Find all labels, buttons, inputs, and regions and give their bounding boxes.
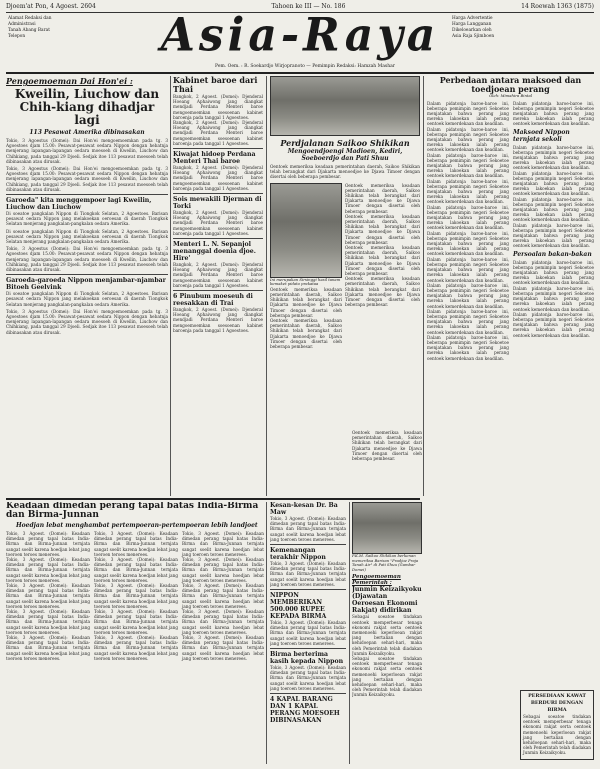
article-heading: Perdjalanan Saikoo Shikikan — [280, 138, 410, 148]
article-text: Dalam pidatonja baroe-baroe ini, beberapa pemimpin negeri Sekoetoe menjatakan bahwa perang jang mereka lakoekan ialah perang oentoek kemerdekaan dan keadilan. — [513, 144, 594, 171]
article-text: Oentoek memeriksa keadaan pemerintahan daerah, Saikoo Shikikan telah berangkat dari Djakarta menoedjoe ke Djawa Timoer dengan disertai oleh beberapa pembesar. — [270, 164, 420, 180]
article-text: Tokio, 3 Agoestus (Domei): Dai Hon'ei mengoemoemkan pada tg. 3 Agoestoes djam 15.00: Pesawat-pesawat oedara Nippon dengan hebatnja menjerang lapangan-lapangan oedara moesoeh di Kweilin, Liuchow dan Chihkiang, pada tanggal 29 Djoeli. Sedjak itoe 113 pesawat moesoeh telah dibinasakan atau dirusak. — [6, 138, 168, 164]
bottom-right-column — [352, 502, 422, 764]
article-text: Tokio, 3 Agoest. (Domei): Keadaan dimedan perang tapal batas India-Birma dan Birma-Junnan ternjata sangat soelit karena hoedjan lebat jang toeroen teroes menerees. — [182, 583, 264, 609]
article-text: Dalam pidatonja baroe-baroe ini, beberapa pemimpin negeri Sekoetoe menjatakan bahwa perang jang mereka lakoekan ialah perang oentoek kemerdekaan dan keadilan. — [427, 256, 509, 283]
article-text: Dalam pidatonja baroe-baroe ini, beberapa pemimpin negeri Sekoetoe menjatakan bahwa perang jang mereka lakoekan ialah perang oentoek kemerdekaan dan keadilan. — [513, 222, 594, 249]
article-text: Oentoek memeriksa keadaan pemerintahan daerah, Saikoo Shikikan telah berangkat dari Djakarta menoedjoe ke Djawa Timoer dengan disertai oleh beberapa pembesar. — [345, 182, 420, 214]
article-text: Dalam pidatonja baroe-baroe ini, beberapa pemimpin negeri Sekoetoe menjatakan bahwa perang jang mereka lakoekan ialah perang oentoek kemerdekaan dan keadilan. — [513, 285, 594, 312]
article-text: Tokio, 3 Agoestus (Domei): Dai Hon'ei mengoemoemkan pada tg. 3 Agoestoes djam 15.00: Pesawat-pesawat oedara Nippon dengan hebatnja menjerang lapangan-lapangan oedara moesoeh di Kweilin, Liuchow dan Chihkiang, pada tanggal 29 Djoeli. Sedjak itoe 113 pesawat moesoeh telah dibinasakan atau dirusak. — [6, 308, 168, 335]
article-heading: Sois mewakili Djerman di Torki — [173, 196, 262, 211]
article-heading: Persoalan bakan-bakan — [513, 250, 592, 258]
article-text: Tokio, 3 Agoest. (Domei): Keadaan dimedan perang tapal batas India-Birma dan Birma-Junnan ternjata sangat soelit karena hoedjan lebat jang toeroen teroes menerees. — [182, 531, 264, 557]
wire-box — [520, 690, 594, 760]
article-text: Tokio, 3 Agoest. (Domei): Keadaan dimedan perang tapal batas India-Birma dan Birma-Junnan ternjata sangat soelit karena hoedjan lebat jang toeroen teroes menerees. — [270, 665, 346, 691]
article-text: Dalam pidatonja baroe-baroe ini, beberapa pemimpin negeri Sekoetoe menjatakan bahwa perang jang mereka lakoekan ialah perang oentoek kemerdekaan dan keadilan. — [513, 311, 594, 338]
article-text: Oentoek memeriksa keadaan pemerintahan daerah, Saikoo Shikikan telah berangkat dari Djakarta menoedjoe ke Djawa Timoer dengan disertai oleh beberapa pembesar. — [345, 213, 420, 245]
photo-caption: P.K.M. Saikoo Shikikan berkenan memeriksa Barisan "Pradjoe Praja Tanah Air" di Pati Shuu (Gambar Domei) — [352, 553, 419, 572]
box-heading: PERSEDIAAN KAWAT BERDURI DENGAN BIRMA — [528, 693, 586, 713]
article-heading: Kiwajat hidoep Perdana Menteri Thai baroe — [173, 151, 256, 166]
article-text: Sebagai soeatoe tindakan oentoek memperbesar tenaga ekonomi rakjat serta oentoek memenoehi keperloean rakjat jang bertalian dengan kehidoepan sehari-hari, maka oleh Pemerintah telah diadakan Junmin Keizaikyoku. — [523, 714, 591, 756]
article-text: Tokio, 3 Agoestus (Domei): Dai Hon'ei mengoemoemkan pada tg. 3 Agoestoes djam 15.00: Pesawat-pesawat oedara Nippon dengan hebatnja menjerang lapangan-lapangan oedara moesoeh di Kweilin, Liuchow dan Chihkiang, pada tanggal 29 Djoeli. Sedjak itoe 113 pesawat moesoeh telah dibinasakan atau dirusak. — [6, 246, 168, 273]
divider — [270, 648, 346, 649]
article-text: Tokio, 3 Agoest. (Domei): Keadaan dimedan perang tapal batas India-Birma dan Birma-Junnan ternjata sangat soelit karena hoedjan lebat jang toeroen teroes menerees. — [270, 516, 346, 542]
headline: Keadaan dimedan perang tapal batas India-Birma dan Birma-Junnan — [6, 502, 259, 520]
article-text: Dalam pidatonja baroe-baroe ini, beberapa pemimpin negeri Sekoetoe menjatakan bahwa perang jang mereka lakoekan ialah perang oentoek kemerdekaan dan keadilan. — [427, 152, 509, 179]
article-heading: Birma berterima kasih kepada Nippon — [270, 651, 344, 666]
article-text: Tokio, 3 Agoest. (Domei): Keadaan dimedan perang tapal batas India-Birma dan Birma-Junnan ternjata sangat soelit karena hoedjan lebat jang toeroen teroes menerees. — [182, 635, 264, 661]
article-text: Tokio, 3 Agoest. (Domei): Keadaan dimedan perang tapal batas India-Birma dan Birma-Junnan ternjata sangat soelit karena hoedjan lebat jang toeroen teroes menerees. — [182, 557, 264, 583]
article-text: Di soeatoe pangkalan Nippon di Tiongkok Selatan, 2 Agoestoes. Barisan pesawat oedara Nippon jang melakoekan oeroesan di daerah Tiongkok Selatan menjerang pangkalan-pangkalan oedara Amerika. — [6, 228, 168, 245]
article-text: Tokio, 3 Agoest. (Domei): Keadaan dimedan perang tapal batas India-Birma dan Birma-Junnan ternjata sangat soelit karena hoedjan lebat jang toeroen teroes menerees. — [270, 561, 346, 587]
article-text: Dalam pidatonja baroe-baroe ini, beberapa pemimpin negeri Sekoetoe menjatakan bahwa perang jang mereka lakoekan ialah perang oentoek kemerdekaan dan keadilan. — [427, 282, 509, 309]
article-text: Dalam pidatonja baroe-baroe ini, beberapa pemimpin negeri Sekoetoe menjatakan bahwa perang jang mereka lakoekan ialah perang oentoek kemerdekaan dan keadilan. — [513, 100, 594, 127]
article-text: Sebagai soeatoe tindakan oentoek memperbesar tenaga ekonomi rakjat serta oentoek memenoehi keperloean rakjat jang bertalian dengan kehidoepan sehari-hari, maka oleh Pemerintah telah diadakan Junmin Keizaikyoku. — [352, 656, 422, 698]
article-text: Tokio, 3 Agoest. (Domei): Keadaan dimedan perang tapal batas India-Birma dan Birma-Junnan ternjata sangat soelit karena hoedjan lebat jang toeroen teroes menerees. — [182, 609, 264, 635]
article-text: Dalam pidatonja baroe-baroe ini, beberapa pemimpin negeri Sekoetoe menjatakan bahwa perang jang mereka lakoekan ialah perang oentoek kemerdekaan dan keadilan. — [427, 230, 509, 257]
article-text: Bangkok, 2 Agoest. (Domei): Djenderal Hoeang Aphaiwong jang diangkat mendjadi Perdana Menteri baroe mengoemoemkan soesoenan kabinet baroenja pada tanggal 1 Agoestoes. — [173, 307, 263, 333]
article-text: Tokio, 3 Agoest. (Domei): Keadaan dimedan perang tapal batas India-Birma dan Birma-Junnan ternjata sangat soelit karena hoedjan lebat jang toeroen teroes menerees. — [6, 531, 90, 557]
article-text: Di soeatoe pangkalan Nippon di Tiongkok Selatan, 2 Agoestoes. Barisan pesawat oedara Nippon jang melakoekan oeroesan di daerah Tiongkok Selatan menjerang pangkalan-pangkalan oedara Amerika. — [6, 291, 168, 307]
bottom-middle-column — [270, 502, 346, 764]
article-heading: 4 KAPAL BARANG DAN 1 KAPAL PERANG MOESOEH DIBINASAKAN — [270, 696, 340, 725]
divider — [6, 274, 168, 275]
photo-parade — [352, 502, 422, 554]
article-text: Tokio, 3 Agoest. (Domei): Keadaan dimedan perang tapal batas India-Birma dan Birma-Junnan ternjata sangat soelit karena hoedjan lebat jang toeroen teroes menerees. — [270, 620, 346, 646]
divider — [270, 589, 346, 590]
article-text: Bangkok, 2 Agoest. (Domei): Djenderal Hoeang Aphaiwong jang diangkat mendjadi Perdana Menteri baroe mengoemoemkan soesoenan kabinet baroenja pada tanggal 1 Agoestoes. — [173, 165, 263, 191]
article-heading: 6 Pinubum moeseuh di reesakkan di Trai — [173, 293, 253, 308]
article-text: Bangkok, 2 Agoest. (Domei): Djenderal Hoeang Aphaiwong jang diangkat mendjadi Perdana Menteri baroe mengoemoemkan soesoenan kabinet baroenja pada tanggal 1 Agoestoes. — [173, 210, 263, 236]
article-heading: Kesan-kesan Dr. Ba Maw — [270, 502, 338, 516]
article-heading: Garoeda" kita menggempoer lagi Kweilin, Liuchow dan Liuchow — [6, 197, 152, 212]
article-text: Dalam pidatonja baroe-baroe ini, beberapa pemimpin negeri Sekoetoe menjatakan bahwa perang jang mereka lakoekan ialah perang oentoek kemerdekaan dan keadilan. — [427, 178, 509, 205]
column-rule — [266, 76, 267, 496]
article-text: Dalam pidatonja baroe-baroe ini, beberapa pemimpin negeri Sekoetoe menjatakan bahwa perang jang mereka lakoekan ialah perang oentoek kemerdekaan dan keadilan. — [427, 308, 509, 335]
divider — [270, 544, 346, 545]
publisher-line: Pem. Oem. : R. Soekardjo Wirjopranoto — Pemimpin Redaksi: Hamzah Mashar — [215, 64, 395, 69]
masthead-rule — [6, 72, 594, 74]
article-text: Dalam pidatonja baroe-baroe ini, beberapa pemimpin negeri Sekoetoe menjatakan bahwa perang jang mereka lakoekan ialah perang oentoek kemerdekaan dan keadilan. — [427, 100, 509, 127]
article-text: Oentoek memeriksa keadaan pemerintahan daerah, Saikoo Shikikan telah berangkat dari Djakarta menoedjoe ke Djawa Timoer dengan disertai oleh beberapa pembesar. — [270, 318, 342, 350]
headline: Kweilin, Liuchow dan Chih-kiang dihadjar lagi — [14, 87, 160, 127]
divider — [173, 290, 263, 291]
date-right: 14 Roewah 1363 (1875) — [521, 3, 594, 10]
column-rule — [170, 76, 171, 496]
headline: Junmin Keizaikyoku (Djawatan Oeroesan Ekonomi Rakjat) didirikan — [352, 586, 422, 615]
article-text: Di soeatoe pangkalan Nippon di Tiongkok Selatan, 2 Agoestoes. Barisan pesawat oedara Nippon jang melakoekan oeroesan di daerah Tiongkok Selatan menjerang pangkalan-pangkalan oedara Amerika. — [6, 211, 168, 227]
article-text: Tokio, 3 Agoest. (Domei): Keadaan dimedan perang tapal batas India-Birma dan Birma-Junnan ternjata sangat soelit karena hoedjan lebat jang toeroen teroes menerees. — [94, 583, 178, 609]
article-text: Dalam pidatonja baroe-baroe ini, beberapa pemimpin negeri Sekoetoe menjatakan bahwa perang jang mereka lakoekan ialah perang oentoek kemerdekaan dan keadilan. — [513, 170, 594, 197]
article-heading: Menteri L. N. Sepanjol menanggal doenia djoe. Hire' — [173, 241, 256, 263]
article-text: Bangkok, 2 Agoest. (Domei): Djenderal Hoeang Aphaiwong jang diangkat mendjadi Perdana Menteri baroe mengoemoemkan soesoenan kabinet baroenja pada tanggal 1 Agoestoes. — [173, 262, 263, 288]
photo-caption: Ini merupakan Sirsinggi hasil tanam bemaket pidato prakataa — [270, 276, 341, 287]
kicker: Pengoemoeman Pemerintah : — [352, 574, 401, 587]
small-brief — [352, 430, 422, 500]
column-rule — [423, 76, 424, 496]
article-text: Tokio, 3 Agoest. (Domei): Keadaan dimedan perang tapal batas India-Birma dan Birma-Junnan ternjata sangat soelit karena hoedjan lebat jang toeroen teroes menerees. — [6, 557, 90, 583]
subheadline: 113 Pesawat Amerika dibinasakan — [29, 129, 145, 136]
article-text: Bangkok, 2 Agoest. (Domei): Djenderal Hoeang Aphaiwong jang diangkat mendjadi Perdana Menteri baroe mengoemoemkan soesoenan kabinet baroenja pada tanggal 1 Agoestoes. — [173, 120, 263, 146]
article-heading: Kabinet baroe dari Thai — [173, 76, 258, 94]
photo-saikoo-visit — [270, 76, 420, 136]
article-text: Tokio, 3 Agoest. (Domei): Keadaan dimedan perang tapal batas India-Birma dan Birma-Junnan ternjata sangat soelit karena hoedjan lebat jang toeroen teroes menerees. — [94, 609, 178, 635]
divider — [173, 238, 263, 239]
article-text: Sebagai soeatoe tindakan oentoek memperbesar tenaga ekonomi rakjat serta oentoek memenoehi keperloean rakjat jang bertalian dengan kehidoepan sehari-hari, maka oleh Pemerintah telah diadakan Junmin Keizaikyoku. — [352, 614, 422, 656]
article-heading: Perbedaan antara maksoed dan toedjoean perang — [439, 76, 582, 94]
column-rule — [349, 502, 350, 764]
masthead-address: Alamat Redaksi dan Administrasi Tanah Abang Barat Telepon — [8, 16, 52, 39]
article-text: Oentoek memeriksa keadaan pemerintahan daerah, Saikoo Shikikan telah berangkat dari Djakarta menoedjoe ke Djawa Timoer dengan disertai oleh beberapa pembesar. — [345, 245, 420, 277]
divider — [173, 193, 263, 194]
subheadline: Mengoendjoengi Madioen, Kediri, Soeboerdjo dan Pati Shuu — [287, 148, 403, 162]
bottom-left-article — [6, 502, 264, 764]
article-heading: NIPPON MEMBERIKAN 500.000 RUPEE KEPADA BIRMA — [270, 592, 327, 621]
newspaper-title: Asia-Raya — [160, 8, 440, 63]
article-text: Bangkok, 2 Agoest. (Domei): Djenderal Hoeang Aphaiwong jang diangkat mendjadi Perdana Menteri baroe mengoemoemkan soesoenan kabinet baroenja pada tanggal 1 Agoestoes. — [173, 94, 263, 120]
divider — [173, 148, 263, 149]
article-text: Oentoek memeriksa keadaan pemerintahan daerah, Saikoo Shikikan telah berangkat dari Djakarta menoedjoe ke Djawa Timoer dengan disertai oleh beberapa pembesar. — [352, 430, 422, 462]
byline: Oleh: Mimahira Bintal — [489, 93, 532, 98]
issue-number: Tahoen ke III — No. 186 — [271, 3, 346, 10]
article-text: Tokio, 3 Agoest. (Domei): Keadaan dimedan perang tapal batas India-Birma dan Birma-Junnan ternjata sangat soelit karena hoedjan lebat jang toeroen teroes menerees. — [94, 557, 178, 583]
article-text: Tokio, 3 Agoest. (Domei): Keadaan dimedan perang tapal batas India-Birma dan Birma-Junnan ternjata sangat soelit karena hoedjan lebat jang toeroen teroes menerees. — [6, 635, 90, 661]
article-text: Oentoek memeriksa keadaan pemerintahan daerah, Saikoo Shikikan telah berangkat dari Djakarta menoedjoe ke Djawa Timoer dengan disertai oleh beberapa pembesar. — [345, 276, 420, 308]
photo-portrait — [270, 183, 342, 278]
article-text: Dalam pidatonja baroe-baroe ini, beberapa pemimpin negeri Sekoetoe menjatakan bahwa perang jang mereka lakoekan ialah perang oentoek kemerdekaan dan keadilan. — [513, 196, 594, 223]
article-text: Dalam pidatonja baroe-baroe ini, beberapa pemimpin negeri Sekoetoe menjatakan bahwa perang jang mereka lakoekan ialah perang oentoek kemerdekaan dan keadilan. — [513, 259, 594, 286]
article-text: Tokio, 3 Agoest. (Domei): Keadaan dimedan perang tapal batas India-Birma dan Birma-Junnan ternjata sangat soelit karena hoedjan lebat jang toeroen teroes menerees. — [94, 635, 178, 661]
article-text: Dalam pidatonja baroe-baroe ini, beberapa pemimpin negeri Sekoetoe menjatakan bahwa perang jang mereka lakoekan ialah perang oentoek kemerdekaan dan keadilan. — [427, 126, 509, 153]
article-heading: Garoeda-garoeda Nippon menjambar-njambar Bitoeh Geelvink — [6, 277, 166, 292]
article-text: Tokio, 3 Agoestus (Domei): Dai Hon'ei mengoemoemkan pada tg. 3 Agoestoes djam 15.00: Pesawat-pesawat oedara Nippon dengan hebatnja menjerang lapangan-lapangan oedara moesoeh di Kweilin, Liuchow dan Chihkiang, pada tanggal 29 Djoeli. Sedjak itoe 113 pesawat moesoeh telah dibinasakan atau dirusak. — [6, 166, 168, 192]
column-rule — [266, 502, 267, 764]
column-4 — [427, 76, 594, 766]
article-text: Tokio, 3 Agoest. (Domei): Keadaan dimedan perang tapal batas India-Birma dan Birma-Junnan ternjata sangat soelit karena hoedjan lebat jang toeroen teroes menerees. — [6, 583, 90, 609]
masthead-prices: Harga Advertentie Harga Langganan Dikeloearkan oleh Asia Raja Sjimboen — [452, 16, 495, 39]
article-text: Oentoek memeriksa keadaan pemerintahan daerah, Saikoo Shikikan telah berangkat dari Djakarta menoedjoe ke Djawa Timoer dengan disertai oleh beberapa pembesar. — [270, 286, 342, 318]
column-1 — [6, 76, 168, 496]
subheadline: Hoedjan lebat menghambat pertempoeran-pertempoeran lebih landjoet — [16, 522, 258, 529]
divider — [6, 194, 168, 195]
date-left: Djoem'at Pon, 4 Agoest. 2604 — [6, 3, 96, 10]
article-text: Dalam pidatonja baroe-baroe ini, beberapa pemimpin negeri Sekoetoe menjatakan bahwa perang jang mereka lakoekan ialah perang oentoek kemerdekaan dan keadilan. — [427, 204, 509, 231]
kicker: Pengoemoeman Dai Hon'ei : — [6, 76, 133, 86]
divider — [270, 693, 346, 694]
article-text: Tokio, 3 Agoest. (Domei): Keadaan dimedan perang tapal batas India-Birma dan Birma-Junnan ternjata sangat soelit karena hoedjan lebat jang toeroen teroes menerees. — [94, 531, 178, 557]
article-text: Tokio, 3 Agoest. (Domei): Keadaan dimedan perang tapal batas India-Birma dan Birma-Junnan ternjata sangat soelit karena hoedjan lebat jang toeroen teroes menerees. — [6, 609, 90, 635]
article-text: Dalam pidatonja baroe-baroe ini, beberapa pemimpin negeri Sekoetoe menjatakan bahwa perang jang mereka lakoekan ialah perang oentoek kemerdekaan dan keadilan. — [427, 334, 509, 361]
article-heading: Maksoed Nippon ternjata sekoli — [513, 128, 570, 143]
column-2 — [173, 76, 263, 496]
article-heading: Kemenangan terakhir Nippon — [270, 547, 326, 562]
